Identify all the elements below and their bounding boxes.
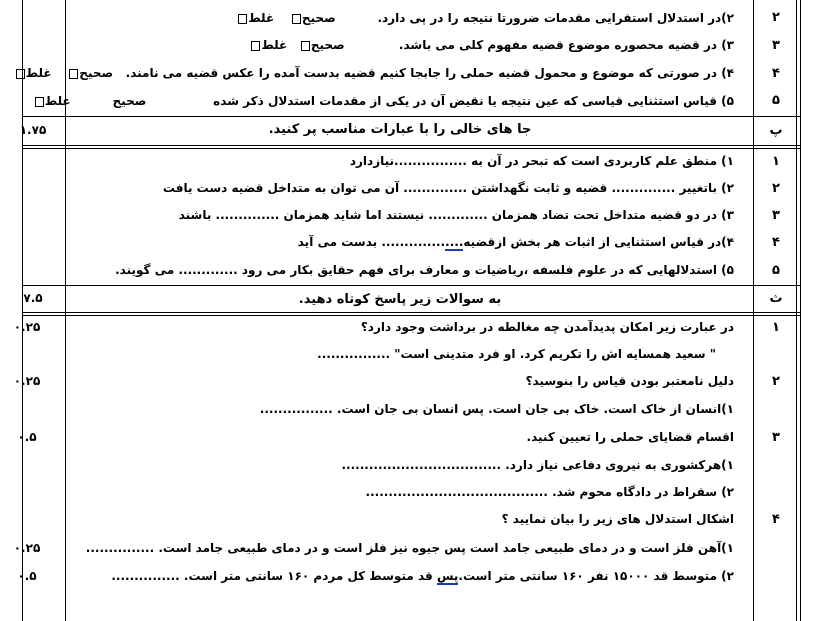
tf-item-number: ۴ [772,66,780,81]
section-divider [22,145,801,146]
tf-item-text: ۲)در استدلال استقرایی مقدمات ضرورتا نتیجه را در پی دارد. [377,11,734,25]
question-score: ۰.۲۵ [13,374,41,388]
question-number: ۱ [772,320,780,335]
tf-item-text: ۵) قیاس استثنایی قیاسی که عین نتیجه یا نقیض آن در یکی از مقدمات استدلال ذکر شده [213,94,734,108]
fb-item-number: ۲ [772,181,780,196]
question-text-part: ۲) متوسط قد ۱۵۰۰۰ نفر ۱۶۰ سانتی متر است. [458,569,734,583]
true-checkbox[interactable] [301,41,310,51]
tf-item-number: ۵ [772,93,780,108]
fb-item-text: .............. بدست می آید [297,235,446,249]
false-option[interactable]: غلط [250,38,287,52]
right-border-inner [796,0,797,621]
question-text: در عبارت زیر امکان پدیدآمدن چه مغالطه در برداشت وجود دارد؟ [360,320,734,334]
question-number: ۴ [772,512,780,527]
spelling-underline: .... [445,235,464,249]
false-checkbox[interactable] [238,14,247,24]
question-score: ۰.۲۵ [13,541,41,555]
section-score: ۱.۷۵ [19,123,47,137]
tf-item-number: ۳ [772,38,780,53]
question-number: ۲ [772,374,780,389]
tf-item-text: ۴) در صورتی که موضوع و محمول قضیه حملی را جابجا کنیم قضیه بدست آمده را عکس قضیه می نامند. [125,66,734,80]
question-text: " سعید همسایه اش را تکریم کرد. او فرد متدینی است" ................ [317,347,716,361]
section-divider [22,315,801,316]
tf-item [74,38,734,52]
section-divider [22,285,801,286]
section-divider [22,148,801,149]
true-checkbox[interactable] [69,69,78,79]
true-option[interactable]: صحیح [68,66,113,80]
question-score: ۰.۵ [17,430,37,444]
false-checkbox[interactable] [16,69,25,79]
false-option[interactable]: غلط [237,11,274,25]
false-checkbox[interactable] [35,97,44,107]
section-divider [22,312,801,313]
question-score: ۰.۵ [17,569,37,583]
section-divider [22,116,801,117]
grammar-underline: پس [436,569,459,583]
fb-item-text: ۴)در قیاس استثنایی از اثبات هر بخش ازقضیه [463,235,734,249]
question-text: ۱)آهن فلز است و در دمای طبیعی جامد است پس جیوه نیز فلز است و در دمای طبیعی جامد است. ............... [85,541,734,555]
fb-item-text: ۱) منطق علم کاربردی است که تبحر در آن به ................نیازدارد [349,154,734,168]
tf-item [25,66,734,80]
true-checkbox[interactable] [292,14,301,24]
tf-item [44,94,734,108]
false-option[interactable]: غلط [34,94,71,108]
true-option[interactable]: صحیح [112,94,147,108]
tf-item-number: ۲ [772,10,780,25]
tf-item-text: ۳) در قضیه محصوره موضوع قضیه مفهوم کلی می باشد. [398,38,734,52]
fb-item-number: ۵ [772,263,780,278]
question-text: ۲) سقراط در دادگاه محوم شد. ........................................ [365,485,734,499]
question-number: ۳ [772,430,780,445]
question-text: ۱)انسان از خاک است. خاک بی جان است. پس انسان بی جان است. ................ [259,402,734,416]
fb-item-number: ۱ [772,154,780,169]
fb-item-text: ۵) استدلالهایی که در علوم فلسفه ،ریاضیات و معارف برای فهم حقایق بکار می رود ............. می گویند. [115,263,734,277]
question-text-part: قد متوسط کل مردم ۱۶۰ سانتی متر است. ............... [111,569,437,583]
question-score: ۰.۲۵ [13,320,41,334]
question-text [74,569,734,583]
tf-item [74,11,734,25]
fb-item-number: ۴ [772,235,780,250]
fb-item-text: ۲) باتغییر .............. قضیه و ثابت نگهداشتن .............. آن می توان به متداخل قضیه دست یافت [162,181,734,195]
section-heading: جا های خالی را با عبارات مناسب پر کنید. [268,122,532,137]
fb-item [74,235,734,249]
false-option[interactable]: غلط [15,66,52,80]
number-column-rule [753,0,754,621]
section-letter: ث [769,291,783,306]
right-border-outer [800,0,801,621]
question-text: دلیل نامعتبر بودن قیاس را بنوسید؟ [525,374,734,388]
question-text: اقسام قضایای حملی را تعیین کنید. [526,430,734,444]
false-checkbox[interactable] [251,41,260,51]
section-heading: به سوالات زیر پاسخ کوتاه دهید. [298,292,502,307]
section-letter: پ [769,123,783,138]
section-score: ۷.۵ [23,291,43,305]
fb-item-text: ۳) در دو قضیه متداخل تحت تضاد همزمان ............. نیستند اما شاید همزمان .............. باشند [178,208,734,222]
left-border [22,0,23,621]
true-option[interactable]: صحیح [300,38,345,52]
fb-item-number: ۳ [772,208,780,223]
question-text: اشکال استدلال های زیر را بیان نمایید ؟ [501,512,734,526]
question-text: ۱)هرکشوری به نیروی دفاعی نیاز دارد. ................................... [341,458,734,472]
true-option[interactable]: صحیح [291,11,336,25]
